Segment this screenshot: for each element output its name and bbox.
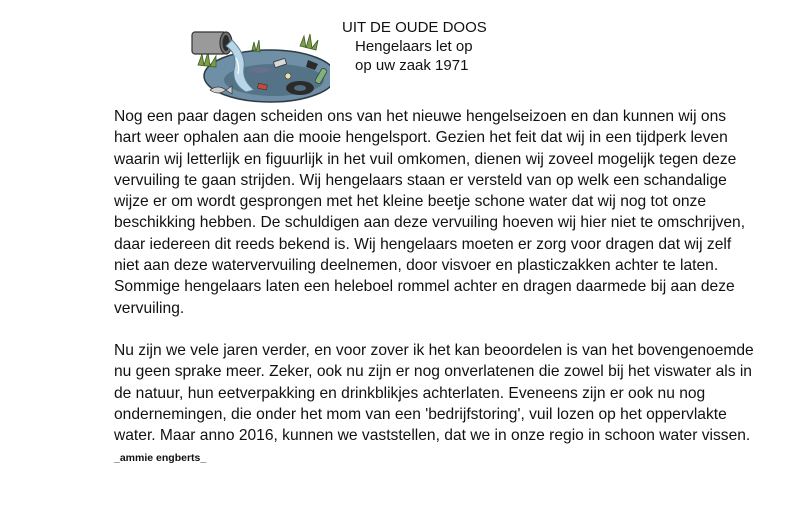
header-subtitle: Hengelaars let op bbox=[355, 38, 473, 55]
header-subtitle-year: op uw zaak 1971 bbox=[355, 57, 469, 74]
article-body bbox=[114, 106, 754, 470]
article-paragraph-2-text: Nu zijn we vele jaren verder, en voor zover ik het kan beoordelen is van het bovengenoemde nu geen sprake meer. Zeker, ook nu zijn er nog onverlatenen die zowel bij het viswater als in de natuur, hun eetverpakking en drinkblikjes achterlaten. Eveneens zijn er ook nu nog ondernemingen, die onder het mom van een 'bedrijfstoring', vuil lozen op het oppervlakte water. Maar anno 2016, kunnen we vaststellen, dat we in onze regio in schoon water vissen. bbox=[114, 341, 754, 445]
header-title: UIT DE OUDE DOOS bbox=[342, 19, 487, 36]
article-header bbox=[342, 18, 487, 75]
article-paragraph-2 bbox=[114, 340, 754, 470]
article-paragraph-1: Nog een paar dagen scheiden ons van het nieuwe hengelseizoen en dan kunnen wij ons hart weer ophalen aan die mooie hengelsport. Gezien het feit dat wij in een tijdperk leven waarin wij letterlijk en figuurlijk in het vuil omkomen, dienen wij zoveel mogelijk tegen deze vervuiling te gaan strijden. Wij hengelaars staan er versteld van op welk een schandalige wijze er om wordt gesprongen met het kleine beetje schone water dat wij nog tot onze beschikking hebben. De schuldigen aan deze vervuiling hoeven wij hier niet te omschrijven, daar iedereen dit reeds bekend is. Wij hengelaars moeten er zorg voor dragen dat wij zelf niet aan deze watervervuiling deelnemen, door visvoer en plasticzakken achter te laten. Sommige hengelaars laten een heleboel rommel achter en dragen daarmede bij aan deze vervuiling. bbox=[114, 108, 746, 317]
polluted-water-illustration bbox=[188, 10, 330, 108]
author-signature: _ammie engberts_ bbox=[114, 452, 207, 465]
